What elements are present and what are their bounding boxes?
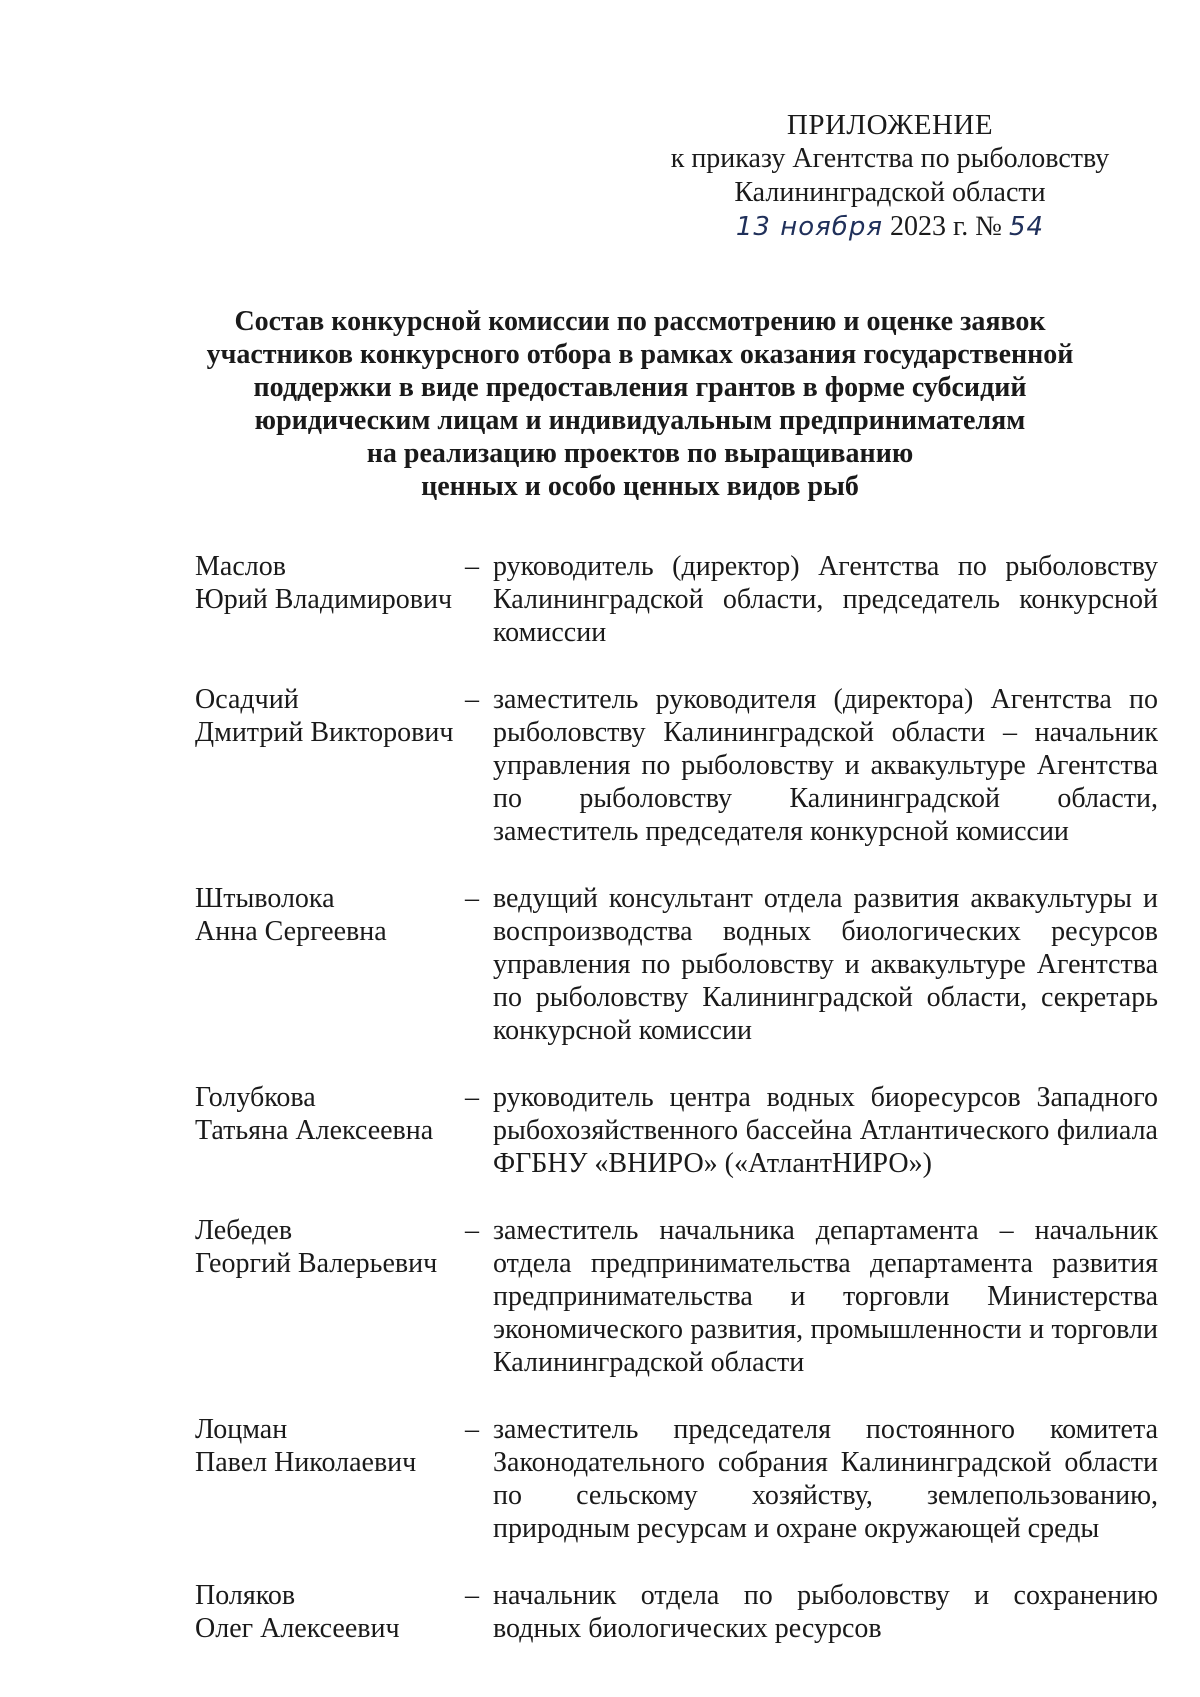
member-surname: Осадчий [195,684,299,715]
member-name [195,683,465,848]
appendix-block [640,108,1140,244]
member-surname: Лоцман [195,1414,288,1445]
member-name [195,1081,465,1180]
appendix-date-line [640,210,1140,244]
member-entry [195,1579,1170,1645]
member-given-name: Юрий Владимирович [195,584,453,615]
member-name [195,1579,465,1645]
handwritten-date: 13 ноября [735,212,883,242]
member-name [195,882,465,1047]
member-entry [195,1413,1170,1545]
title-line: Состав конкурсной комиссии по рассмотрению и оценке заявок [234,306,1046,337]
member-entry [195,1081,1170,1180]
member-surname: Поляков [195,1580,296,1611]
member-given-name: Георгий Валерьевич [195,1248,438,1279]
member-given-name: Анна Сергеевна [195,916,387,947]
member-role: руководитель (директор) Агентства по рыболовству Калининградской области, председатель конкурсной комиссии [493,551,1158,648]
title-line: на реализацию проектов по выращиванию [366,438,914,469]
member-role: заместитель руководителя (директора) Агентства по рыболовству Калининградской области – начальник управления по рыболовству и аквакультуре Агентства по рыболовству Калининградской области, заместитель председателя конкурсной комиссии [493,684,1158,847]
member-role: заместитель начальника департамента – начальник отдела предпринимательства департамента развития предпринимательства и торговли Министерства экономического развития, промышленности и торговли Калининградской области [493,1215,1158,1378]
handwritten-number: 54 [1009,212,1045,242]
title-line: поддержки в виде предоставления грантов в форме субсидий [253,372,1027,403]
member-dash: – [465,1082,479,1113]
member-given-name: Олег Алексеевич [195,1613,400,1644]
document-title [150,305,1130,503]
title-line: юридическим лицам и индивидуальным предпринимателям [254,405,1026,436]
member-entry [195,683,1170,848]
appendix-order-line: к приказу Агентства по рыболовству [670,143,1110,174]
appendix-region-line: Калининградской области [734,177,1046,208]
member-role: ведущий консультант отдела развития аквакультуры и воспроизводства водных биологических ресурсов управления по рыболовству и аквакультуре Агентства по рыболовству Калининградской области, секретарь конкурсной комиссии [493,883,1158,1046]
member-given-name: Павел Николаевич [195,1447,417,1478]
member-dash: – [465,684,479,715]
member-role: заместитель председателя постоянного комитета Законодательного собрания Калининградской области по сельскому хозяйству, землепользованию, природным ресурсам и охране окружающей среды [493,1414,1158,1544]
member-given-name: Татьяна Алексеевна [195,1115,434,1146]
member-dash: – [465,1414,479,1445]
member-role: руководитель центра водных биоресурсов Западного рыбохозяйственного бассейна Атлантического филиала ФГБНУ «ВНИРО» («АтлантНИРО») [493,1082,1158,1179]
member-given-name: Дмитрий Викторович [195,717,454,748]
member-name [195,1413,465,1545]
date-year: 2023 г. № [889,211,1003,242]
member-role: начальник отдела по рыболовству и сохранению водных биологических ресурсов [493,1580,1158,1644]
member-name [195,550,465,649]
member-dash: – [465,883,479,914]
member-dash: – [465,1580,479,1611]
member-entry [195,882,1170,1047]
member-surname: Маслов [195,551,286,582]
member-entry [195,1214,1170,1379]
member-dash: – [465,551,479,582]
title-line: участников конкурсного отбора в рамках оказания государственной [206,339,1074,370]
member-entry [195,550,1170,649]
appendix-heading: ПРИЛОЖЕНИЕ [786,109,994,141]
member-surname: Лебедев [195,1215,293,1246]
member-surname: Штыволока [195,883,335,914]
member-dash: – [465,1215,479,1246]
member-name [195,1214,465,1379]
title-line: ценных и особо ценных видов рыб [421,471,859,502]
member-surname: Голубкова [195,1082,316,1113]
commission-members-list [195,550,1170,1679]
